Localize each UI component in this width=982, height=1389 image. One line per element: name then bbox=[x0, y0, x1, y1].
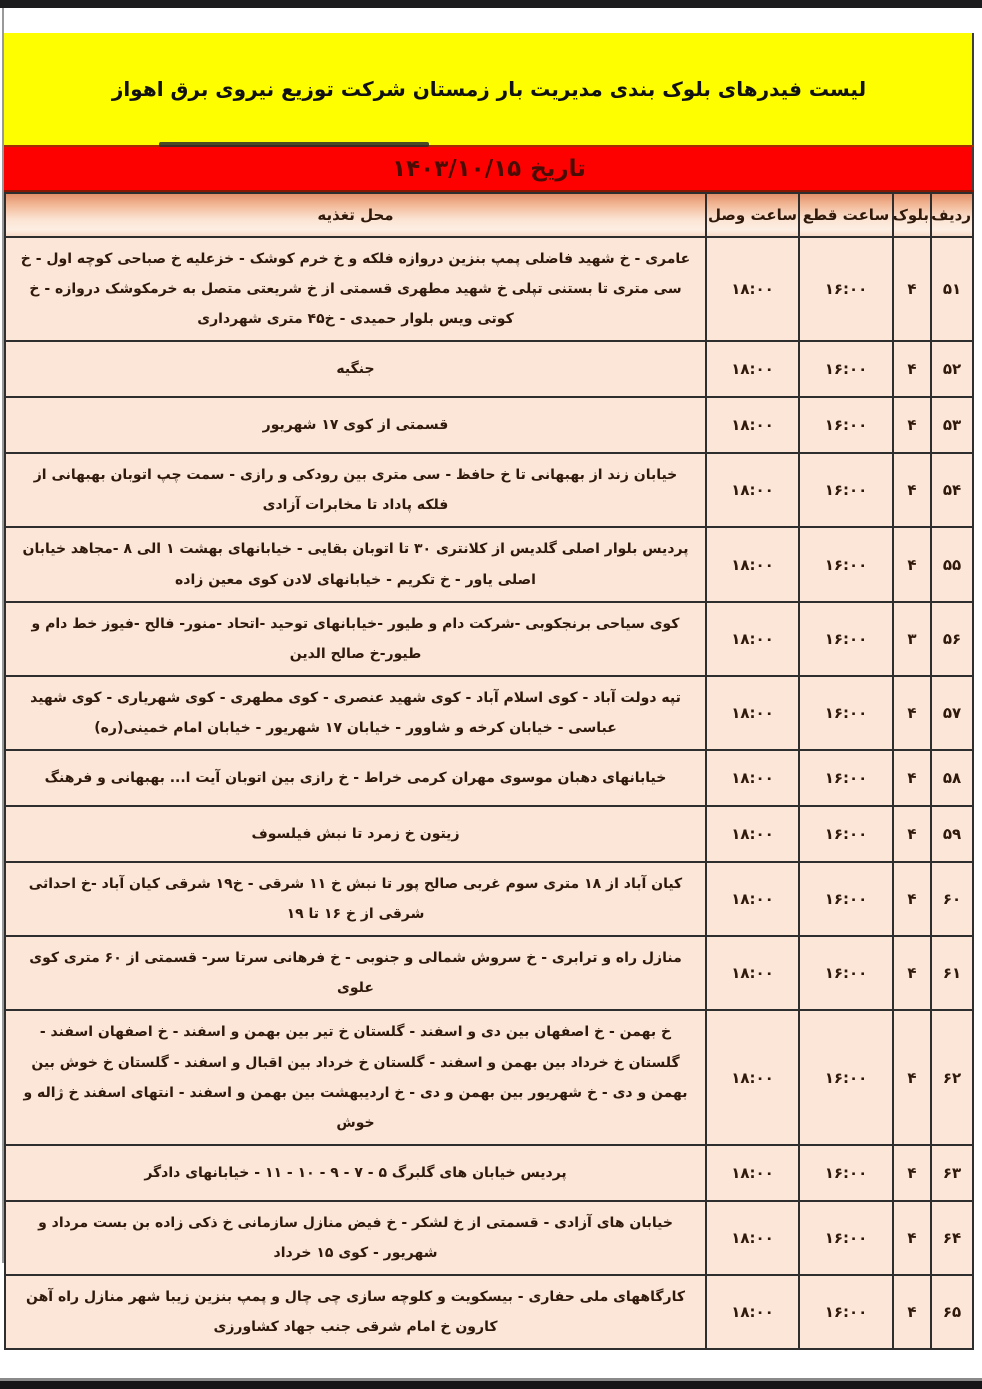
header-block: بلوک bbox=[893, 193, 931, 237]
reconnect-time-cell: ۱۸:۰۰ bbox=[706, 676, 799, 750]
location-cell: عامری - خ شهید فاضلی پمپ بنزین دروازه فلکه و خ خرم کوشک - خزعلیه خ صباحی کوچه اول - خ سی متری تا بستنی تپلی خ شهید مطهری قسمتی از خ شریعتی متصل به خرمکوشک دروازه - خ کوتی ویس بلوار حمیدی - خ۴۵ متری شهرداری bbox=[5, 237, 706, 341]
location-cell: منازل راه و ترابری - خ سروش شمالی و جنوبی - خ فرهانی سرتا سر- قسمتی از ۶۰ متری کوی علوی bbox=[5, 936, 706, 1010]
row-number-cell: ۶۱ bbox=[931, 936, 973, 1010]
location-cell: تپه دولت آباد - کوی اسلام آباد - کوی شهید عنصری - کوی مطهری - کوی شهریاری - کوی شهید عباسی - خیابان کرخه و شاوور - خیابان ۱۷ شهریور - خیابان امام خمینی(ره) bbox=[5, 676, 706, 750]
table-row bbox=[5, 862, 973, 936]
page-title: لیست فیدرهای بلوک بندی مدیریت بار زمستان شرکت توزیع نیروی برق اهواز bbox=[111, 77, 867, 101]
table-row bbox=[5, 1201, 973, 1275]
table-row bbox=[5, 676, 973, 750]
reconnect-time-cell: ۱۸:۰۰ bbox=[706, 341, 799, 397]
block-cell: ۴ bbox=[893, 750, 931, 806]
location-cell: قسمتی از کوی ۱۷ شهریور bbox=[5, 397, 706, 453]
table-row bbox=[5, 806, 973, 862]
row-number-cell: ۵۱ bbox=[931, 237, 973, 341]
row-number-cell: ۶۴ bbox=[931, 1201, 973, 1275]
row-number-cell: ۵۶ bbox=[931, 602, 973, 676]
block-cell: ۴ bbox=[893, 237, 931, 341]
block-cell: ۴ bbox=[893, 806, 931, 862]
block-cell: ۴ bbox=[893, 1275, 931, 1349]
reconnect-time-cell: ۱۸:۰۰ bbox=[706, 806, 799, 862]
table-row bbox=[5, 1275, 973, 1349]
scan-smudge bbox=[159, 142, 429, 147]
title-banner bbox=[4, 33, 974, 145]
location-cell: خ بهمن - خ اصفهان بین دی و اسفند - گلستان خ تیر بین بهمن و اسفند - خ اصفهان اسفند - گلستان خ خرداد بین بهمن و اسفند - گلستان خ خرداد بین اقبال و اسفند - گلستان خ خوش بین بهمن و دی - خ شهریور بین بهمن و دی - خ اردیبهشت بین بهمن و اسفند - انتهای اسفند خ ژاله و خوش bbox=[5, 1010, 706, 1144]
cut-time-cell: ۱۶:۰۰ bbox=[799, 676, 893, 750]
block-cell: ۴ bbox=[893, 527, 931, 601]
date-label: تاریخ bbox=[530, 155, 586, 182]
top-scan-strip bbox=[0, 0, 982, 8]
reconnect-time-cell: ۱۸:۰۰ bbox=[706, 527, 799, 601]
reconnect-time-cell: ۱۸:۰۰ bbox=[706, 936, 799, 1010]
cut-time-cell: ۱۶:۰۰ bbox=[799, 750, 893, 806]
cut-time-cell: ۱۶:۰۰ bbox=[799, 806, 893, 862]
header-reconnect-time: ساعت وصل bbox=[706, 193, 799, 237]
block-cell: ۴ bbox=[893, 936, 931, 1010]
reconnect-time-cell: ۱۸:۰۰ bbox=[706, 750, 799, 806]
location-cell: خیابان های آزادی - قسمتی از خ لشکر - خ فیض منازل سازمانی خ ذکی زاده بن بست مرداد و شهریور - کوی ۱۵ خرداد bbox=[5, 1201, 706, 1275]
table-row bbox=[5, 750, 973, 806]
location-cell: زیتون خ زمرد تا نبش فیلسوف bbox=[5, 806, 706, 862]
reconnect-time-cell: ۱۸:۰۰ bbox=[706, 237, 799, 341]
block-cell: ۴ bbox=[893, 397, 931, 453]
reconnect-time-cell: ۱۸:۰۰ bbox=[706, 453, 799, 527]
table-row bbox=[5, 602, 973, 676]
reconnect-time-cell: ۱۸:۰۰ bbox=[706, 862, 799, 936]
reconnect-time-cell: ۱۸:۰۰ bbox=[706, 397, 799, 453]
block-cell: ۴ bbox=[893, 1201, 931, 1275]
block-cell: ۴ bbox=[893, 862, 931, 936]
location-cell: جنگیه bbox=[5, 341, 706, 397]
bottom-scan-strip bbox=[0, 1378, 982, 1389]
block-cell: ۴ bbox=[893, 1145, 931, 1201]
reconnect-time-cell: ۱۸:۰۰ bbox=[706, 1275, 799, 1349]
row-number-cell: ۶۳ bbox=[931, 1145, 973, 1201]
scan-edge-line bbox=[2, 8, 4, 1263]
header-cut-time: ساعت قطع bbox=[799, 193, 893, 237]
block-cell: ۴ bbox=[893, 676, 931, 750]
table-header-row bbox=[5, 193, 973, 237]
reconnect-time-cell: ۱۸:۰۰ bbox=[706, 1201, 799, 1275]
location-cell: خیابانهای دهبان موسوی مهران کرمی خراط - خ رازی بین اتوبان آیت ا... بهبهانی و فرهنگ bbox=[5, 750, 706, 806]
cut-time-cell: ۱۶:۰۰ bbox=[799, 862, 893, 936]
cut-time-cell: ۱۶:۰۰ bbox=[799, 1145, 893, 1201]
cut-time-cell: ۱۶:۰۰ bbox=[799, 1201, 893, 1275]
cut-time-cell: ۱۶:۰۰ bbox=[799, 453, 893, 527]
cut-time-cell: ۱۶:۰۰ bbox=[799, 1275, 893, 1349]
row-number-cell: ۵۷ bbox=[931, 676, 973, 750]
row-number-cell: ۵۹ bbox=[931, 806, 973, 862]
cut-time-cell: ۱۶:۰۰ bbox=[799, 341, 893, 397]
row-number-cell: ۶۲ bbox=[931, 1010, 973, 1144]
location-cell: پردیس خیابان های گلبرگ ۵ - ۷ - ۹ - ۱۰ - ۱۱ - خیابانهای دادگر bbox=[5, 1145, 706, 1201]
row-number-cell: ۵۴ bbox=[931, 453, 973, 527]
row-number-cell: ۶۰ bbox=[931, 862, 973, 936]
table-row bbox=[5, 1145, 973, 1201]
header-location: محل تغذیه bbox=[5, 193, 706, 237]
cut-time-cell: ۱۶:۰۰ bbox=[799, 527, 893, 601]
location-cell: کوی سیاحی برنجکوبی -شرکت دام و طیور -خیابانهای توحید -اتحاد -منور- فالح -فیوز خط دام و طیور-خ صالح الدین bbox=[5, 602, 706, 676]
reconnect-time-cell: ۱۸:۰۰ bbox=[706, 1010, 799, 1144]
block-cell: ۳ bbox=[893, 602, 931, 676]
block-cell: ۴ bbox=[893, 341, 931, 397]
row-number-cell: ۵۵ bbox=[931, 527, 973, 601]
row-number-cell: ۵۳ bbox=[931, 397, 973, 453]
cut-time-cell: ۱۶:۰۰ bbox=[799, 397, 893, 453]
location-cell: خیابان زند از بهبهانی تا خ حافظ - سی متری بین رودکی و رازی - سمت چپ اتوبان بهبهانی از فلکه پاداد تا مخابرات آزادی bbox=[5, 453, 706, 527]
table-row bbox=[5, 1010, 973, 1144]
block-cell: ۴ bbox=[893, 453, 931, 527]
document-sheet bbox=[4, 33, 974, 1350]
row-number-cell: ۶۵ bbox=[931, 1275, 973, 1349]
date-value: ۱۴۰۳/۱۰/۱۵ bbox=[392, 155, 522, 182]
table-row bbox=[5, 237, 973, 341]
date-banner bbox=[4, 145, 974, 192]
reconnect-time-cell: ۱۸:۰۰ bbox=[706, 1145, 799, 1201]
cut-time-cell: ۱۶:۰۰ bbox=[799, 602, 893, 676]
outage-table-body bbox=[5, 237, 973, 1349]
location-cell: پردیس بلوار اصلی گلدیس از کلانتری ۳۰ تا اتوبان بقایی - خیابانهای بهشت ۱ الی ۸ -مجاهد خیابان اصلی یاور - خ تکریم - خیابانهای لادن کوی معین زاده bbox=[5, 527, 706, 601]
row-number-cell: ۵۲ bbox=[931, 341, 973, 397]
location-cell: کارگاههای ملی حفاری - بیسکویت و کلوچه سازی چی چال و پمپ بنزین زیبا شهر منازل راه آهن کارون خ امام شرقی جنب جهاد کشاورزی bbox=[5, 1275, 706, 1349]
block-cell: ۴ bbox=[893, 1010, 931, 1144]
table-row bbox=[5, 397, 973, 453]
table-row bbox=[5, 936, 973, 1010]
cut-time-cell: ۱۶:۰۰ bbox=[799, 936, 893, 1010]
table-row bbox=[5, 341, 973, 397]
cut-time-cell: ۱۶:۰۰ bbox=[799, 237, 893, 341]
header-radif: ردیف bbox=[931, 193, 973, 237]
location-cell: کیان آباد از ۱۸ متری سوم غربی صالح پور تا نبش خ ۱۱ شرقی - خ۱۹ شرقی کیان آباد -خ احداثی شرقی از خ ۱۶ تا ۱۹ bbox=[5, 862, 706, 936]
row-number-cell: ۵۸ bbox=[931, 750, 973, 806]
table-row bbox=[5, 527, 973, 601]
outage-table bbox=[4, 192, 974, 1350]
reconnect-time-cell: ۱۸:۰۰ bbox=[706, 602, 799, 676]
cut-time-cell: ۱۶:۰۰ bbox=[799, 1010, 893, 1144]
table-row bbox=[5, 453, 973, 527]
